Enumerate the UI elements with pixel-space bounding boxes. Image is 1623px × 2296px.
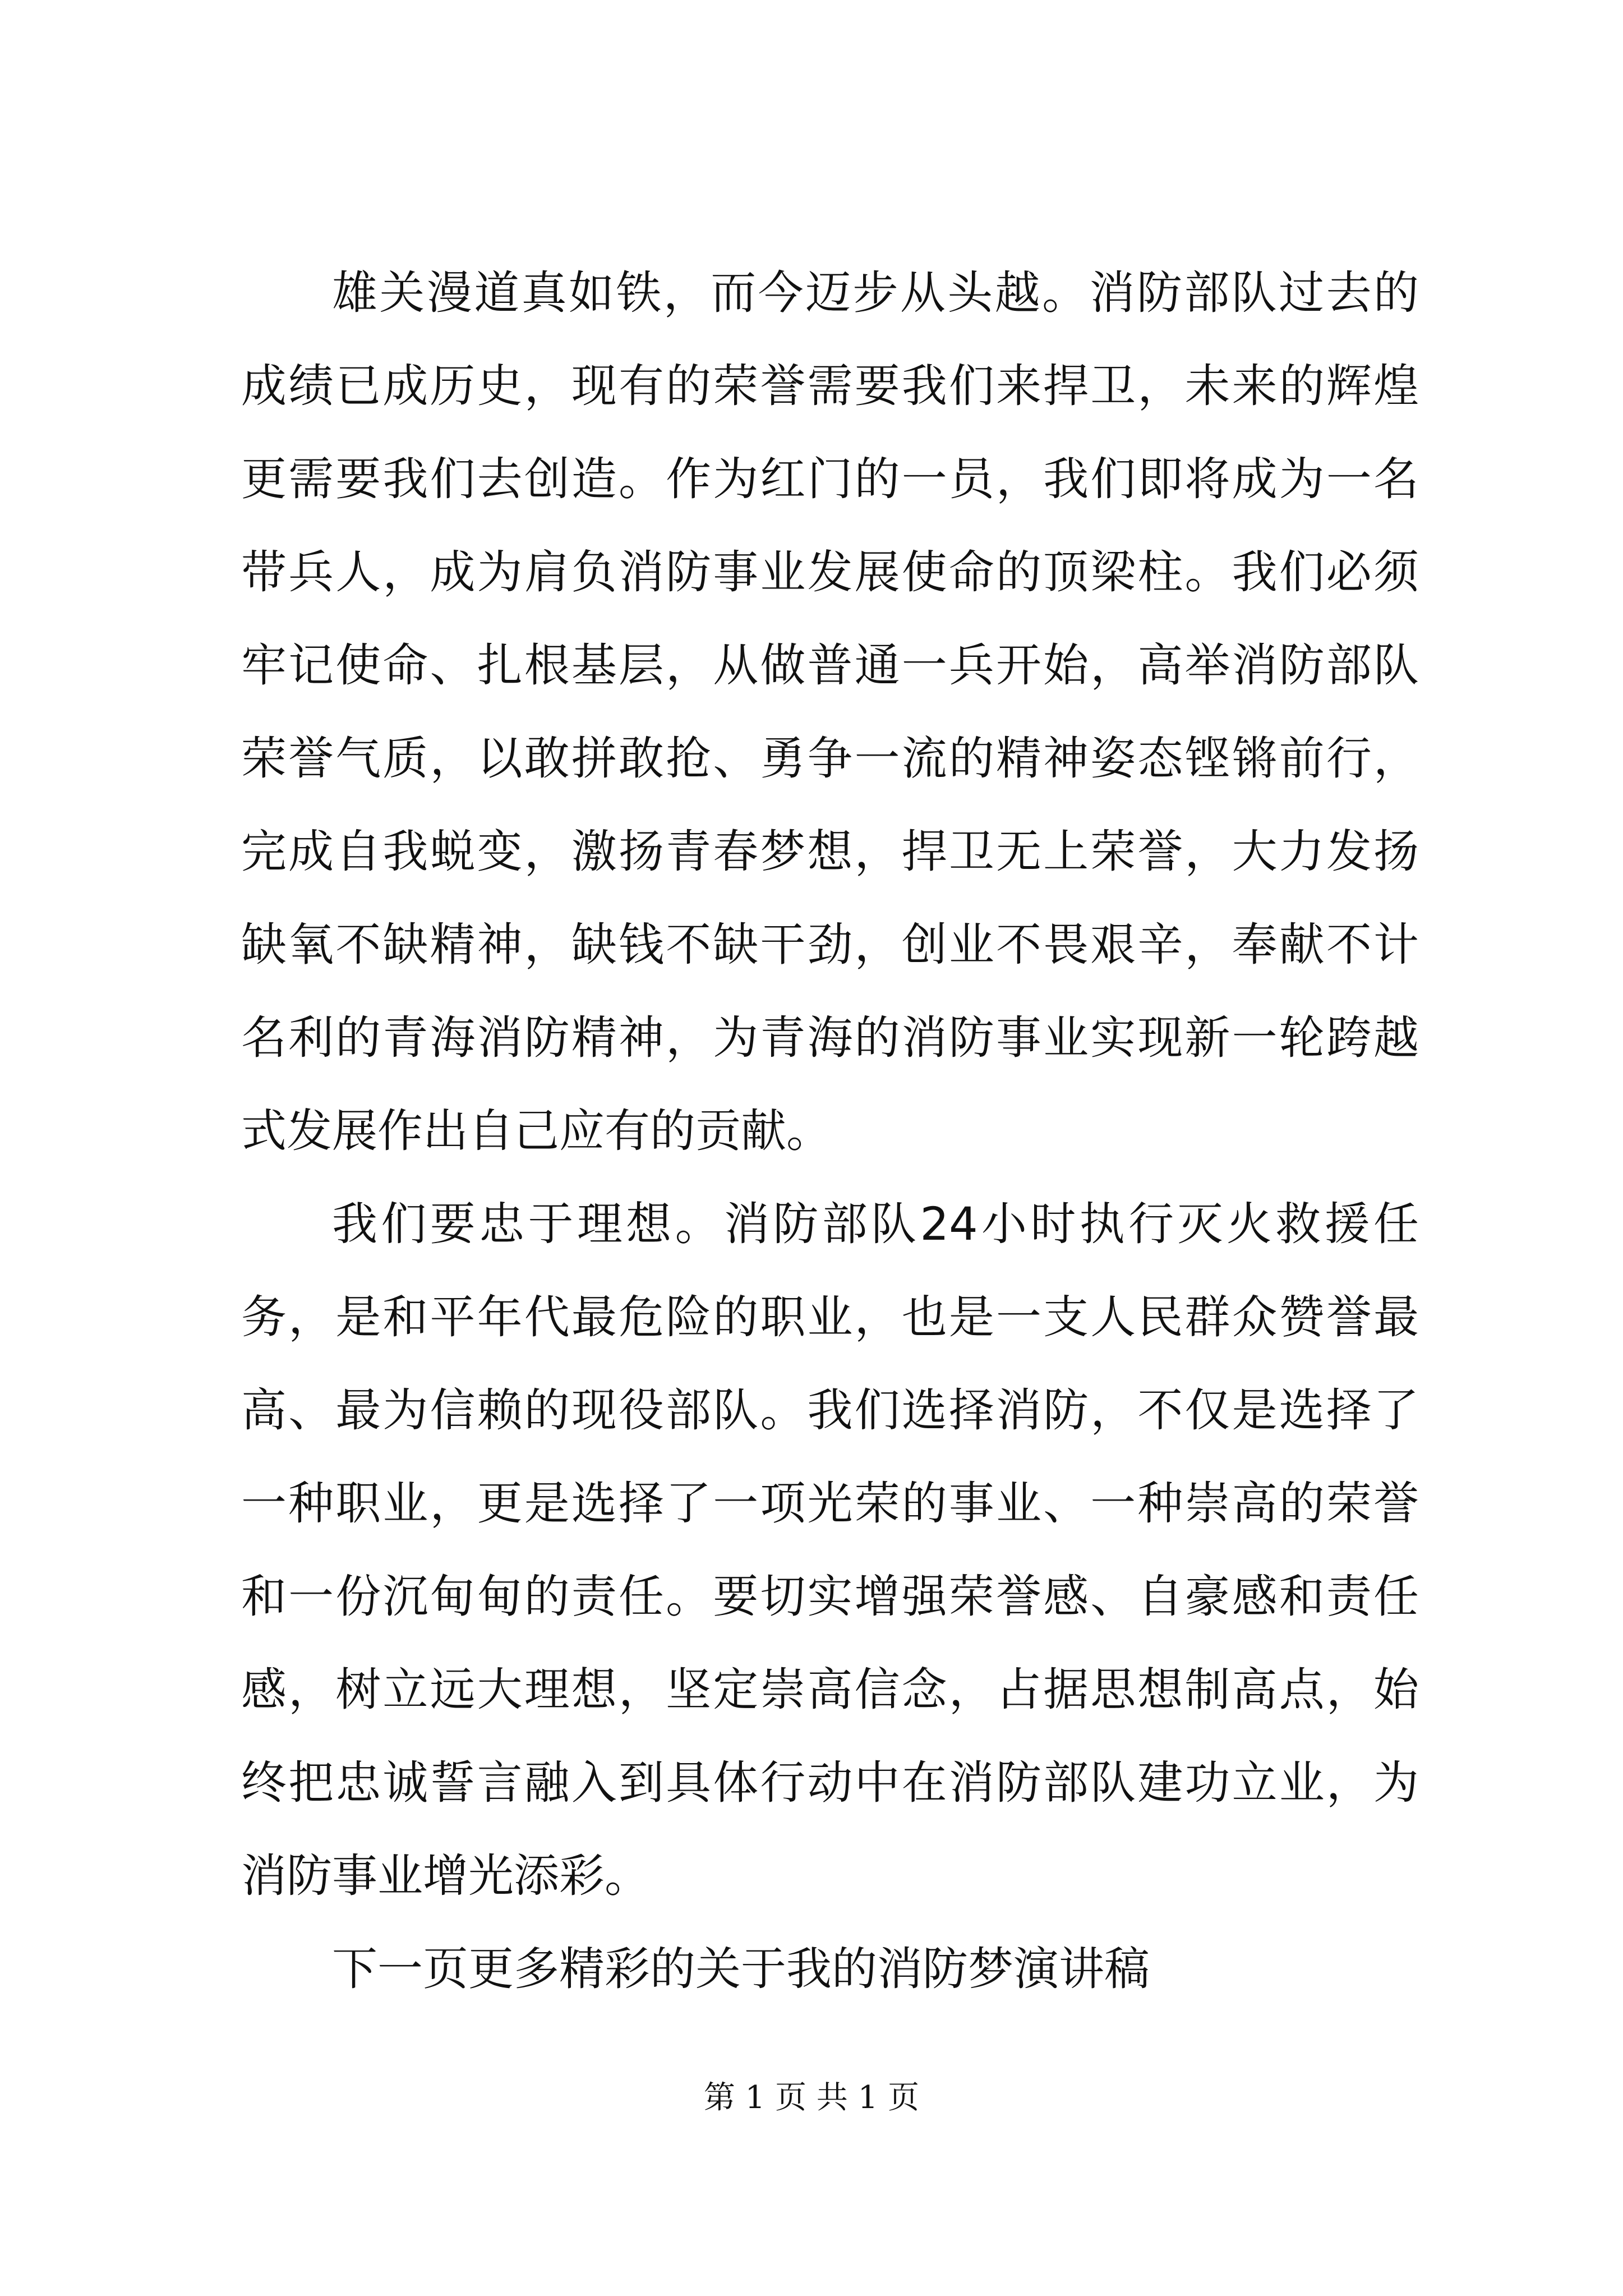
paragraph-1: 雄关漫道真如铁，而今迈步从头越。消防部队过去的成绩已成历史，现有的荣誉需要我们来捍卫，未来的辉煌更需要我们去创造。作为红门的一员，我们即将成为一名带兵人，成为肩负消防事业发展使命的顶梁柱。我们必须牢记使命、扎根基层，从做普通一兵开始，高举消防部队荣誉气质，以敢拼敢抢、勇争一流的精神姿态铿锵前行，完成自我蜕变，激扬青春梦想，捍卫无上荣誉，大力发扬缺氧不缺精神，缺钱不缺干劲，创业不畏艰辛，奉献不计名利的青海消防精神，为青海的消防事业实现新一轮跨越式发展作出自己应有的贡献。 <box>241 267 1419 1158</box>
paragraph-3-next-page-link-text: 下一页更多精彩的关于我的消防梦演讲稿 <box>332 1943 1150 1996</box>
paragraph-2: 我们要忠于理想。消防部队24小时执行灭火救援任务，是和平年代最危险的职业，也是一支人民群众赞誉最高、最为信赖的现役部队。我们选择消防，不仅是选择了一种职业，更是选择了一项光荣的事业、一种崇高的荣誉和一份沉甸甸的责任。要切实增强荣誉感、自豪感和责任感，树立远大理想，坚定崇高信念，占据思想制高点，始终把忠诚誓言融入到具体行动中在消防部队建功立业，为消防事业增光添彩。 <box>241 1198 1419 1903</box>
page-number-label: 第 1 页 共 1 页 <box>703 2079 920 2116</box>
page-footer <box>0 2076 1623 2120</box>
document-body <box>241 247 1419 2016</box>
